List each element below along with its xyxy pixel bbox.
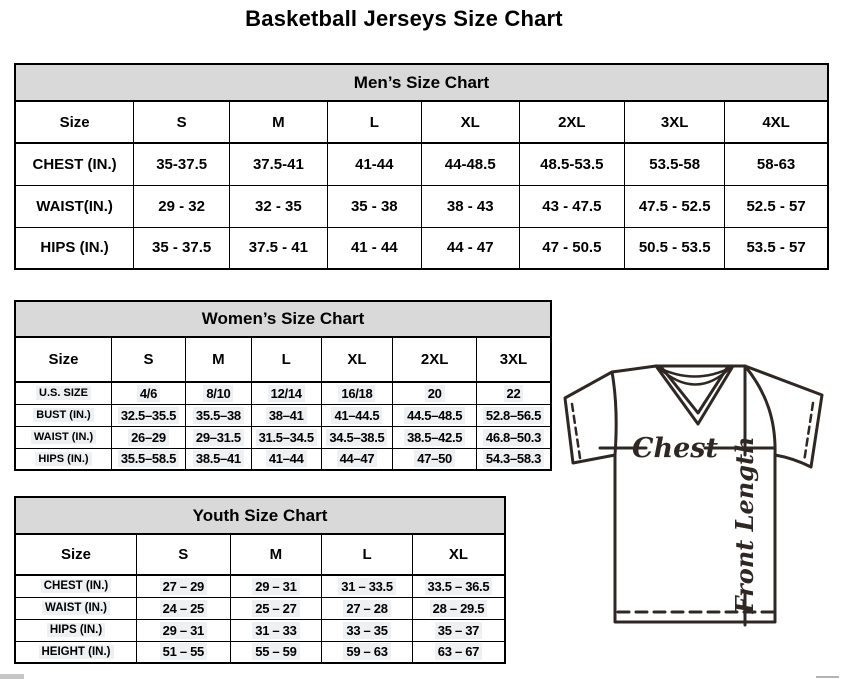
column-header: L bbox=[251, 337, 321, 382]
column-header: 2XL bbox=[519, 101, 625, 143]
size-cell: 37.5-41 bbox=[230, 143, 328, 185]
size-cell bbox=[476, 426, 551, 448]
size-cell bbox=[322, 597, 413, 619]
cell-text: 41–44 bbox=[266, 450, 307, 467]
row-label: WAIST(IN.) bbox=[15, 185, 134, 227]
table-row bbox=[15, 575, 505, 597]
cell-text: 33.5 – 36.5 bbox=[425, 578, 493, 595]
size-cell bbox=[393, 382, 477, 404]
scrollbar-thumb-left[interactable] bbox=[0, 674, 24, 679]
column-header: M bbox=[230, 101, 328, 143]
row-label bbox=[15, 404, 111, 426]
cell-text: 38.5–41 bbox=[193, 450, 244, 467]
column-header: S bbox=[111, 337, 185, 382]
column-header: Size bbox=[15, 337, 111, 382]
table-title: Men’s Size Chart bbox=[15, 64, 828, 101]
cell-text: 22 bbox=[504, 385, 524, 402]
size-cell: 32 - 35 bbox=[230, 185, 328, 227]
table-row bbox=[15, 227, 828, 269]
size-cell bbox=[111, 448, 185, 470]
size-cell bbox=[251, 426, 321, 448]
cell-text: 63 – 67 bbox=[435, 643, 482, 660]
table-row bbox=[15, 448, 551, 470]
cell-text: 38.5–42.5 bbox=[404, 429, 465, 446]
row-label bbox=[15, 426, 111, 448]
size-cell bbox=[393, 448, 477, 470]
size-cell bbox=[230, 597, 322, 619]
size-cell bbox=[111, 404, 185, 426]
cell-text: 26–29 bbox=[128, 429, 169, 446]
size-cell: 41 - 44 bbox=[327, 227, 421, 269]
jersey-measurement-diagram bbox=[555, 355, 843, 655]
size-cell bbox=[476, 448, 551, 470]
size-cell bbox=[412, 575, 505, 597]
cell-text: U.S. SIZE bbox=[36, 386, 91, 400]
table-row bbox=[15, 404, 551, 426]
column-header: Size bbox=[15, 534, 137, 575]
row-label bbox=[15, 448, 111, 470]
column-header: S bbox=[134, 101, 230, 143]
size-cell: 52.5 - 57 bbox=[725, 185, 828, 227]
size-cell bbox=[322, 619, 413, 641]
cell-text: 54.3–58.3 bbox=[483, 450, 544, 467]
table-row bbox=[15, 641, 505, 663]
size-cell: 50.5 - 53.5 bbox=[625, 227, 725, 269]
cell-text: 27 – 29 bbox=[160, 578, 207, 595]
cell-text: 8/10 bbox=[203, 385, 233, 402]
cell-text: 35.5–38 bbox=[193, 407, 244, 424]
cell-text: 29 – 31 bbox=[160, 622, 207, 639]
cell-text: HIPS (IN.) bbox=[47, 623, 105, 637]
row-label bbox=[15, 382, 111, 404]
size-cell bbox=[322, 641, 413, 663]
cell-text: 47–50 bbox=[414, 450, 455, 467]
column-header: L bbox=[327, 101, 421, 143]
womens-size-table bbox=[14, 300, 552, 471]
cell-text: WAIST (IN.) bbox=[31, 430, 96, 444]
cell-text: 29–31.5 bbox=[193, 429, 244, 446]
column-header: L bbox=[322, 534, 413, 575]
column-header: 4XL bbox=[725, 101, 828, 143]
size-cell: 35-37.5 bbox=[134, 143, 230, 185]
left-seam-line bbox=[612, 372, 616, 455]
scrollbar-thumb-right[interactable] bbox=[816, 676, 839, 678]
cell-text: 59 – 63 bbox=[343, 643, 390, 660]
size-cell bbox=[251, 404, 321, 426]
cell-text: 44.5–48.5 bbox=[404, 407, 465, 424]
size-cell bbox=[476, 404, 551, 426]
size-cell bbox=[230, 575, 322, 597]
size-cell: 47 - 50.5 bbox=[519, 227, 625, 269]
cell-text: 46.8–50.3 bbox=[483, 429, 544, 446]
size-cell bbox=[137, 619, 231, 641]
size-cell: 53.5 - 57 bbox=[725, 227, 828, 269]
size-cell bbox=[230, 641, 322, 663]
jersey-diagram-svg bbox=[555, 355, 843, 655]
table-row bbox=[15, 382, 551, 404]
table-title-row bbox=[15, 64, 828, 101]
cell-text: BUST (IN.) bbox=[33, 408, 93, 422]
row-label bbox=[15, 597, 137, 619]
row-label: HIPS (IN.) bbox=[15, 227, 134, 269]
size-cell bbox=[230, 619, 322, 641]
cell-text: HEIGHT (IN.) bbox=[39, 645, 114, 659]
cell-text: 38–41 bbox=[266, 407, 307, 424]
table-title-row bbox=[15, 497, 505, 534]
cell-text: 33 – 35 bbox=[343, 622, 390, 639]
youth-size-table bbox=[14, 496, 506, 664]
table-row bbox=[15, 426, 551, 448]
cell-text: 16/18 bbox=[338, 385, 375, 402]
size-cell bbox=[321, 404, 393, 426]
size-cell bbox=[111, 426, 185, 448]
size-cell bbox=[476, 382, 551, 404]
size-cell: 37.5 - 41 bbox=[230, 227, 328, 269]
column-header: S bbox=[137, 534, 231, 575]
column-header: 3XL bbox=[476, 337, 551, 382]
column-header: M bbox=[185, 337, 251, 382]
cell-text: 35 – 37 bbox=[435, 622, 482, 639]
size-cell bbox=[251, 382, 321, 404]
size-cell bbox=[393, 404, 477, 426]
table-row bbox=[15, 185, 828, 227]
size-cell bbox=[185, 382, 251, 404]
size-cell bbox=[321, 448, 393, 470]
size-cell: 48.5-53.5 bbox=[519, 143, 625, 185]
cell-text: 24 – 25 bbox=[160, 600, 207, 617]
front-length-label: Front Length bbox=[730, 436, 759, 614]
row-label bbox=[15, 619, 137, 641]
page-title: Basketball Jerseys Size Chart bbox=[245, 6, 563, 31]
size-cell bbox=[111, 382, 185, 404]
row-label: CHEST (IN.) bbox=[15, 143, 134, 185]
size-cell: 35 - 38 bbox=[327, 185, 421, 227]
cell-text: 20 bbox=[425, 385, 445, 402]
cell-text: 31.5–34.5 bbox=[256, 429, 317, 446]
size-cell: 41-44 bbox=[327, 143, 421, 185]
cell-text: HIPS (IN.) bbox=[35, 452, 91, 466]
mens-size-table bbox=[14, 63, 829, 270]
row-label bbox=[15, 575, 137, 597]
size-cell bbox=[393, 426, 477, 448]
size-cell bbox=[185, 404, 251, 426]
size-cell bbox=[321, 426, 393, 448]
table-row bbox=[15, 143, 828, 185]
table-title: Youth Size Chart bbox=[15, 497, 505, 534]
cell-text: CHEST (IN.) bbox=[41, 579, 112, 593]
cell-text: 25 – 27 bbox=[252, 600, 299, 617]
column-header: 2XL bbox=[393, 337, 477, 382]
cell-text: 31 – 33.5 bbox=[338, 578, 396, 595]
size-cell bbox=[185, 426, 251, 448]
cell-text: 41–44.5 bbox=[331, 407, 382, 424]
size-cell: 43 - 47.5 bbox=[519, 185, 625, 227]
left-cuff-dashed-line bbox=[572, 404, 580, 458]
size-cell: 29 - 32 bbox=[134, 185, 230, 227]
column-header: XL bbox=[421, 101, 519, 143]
column-header: Size bbox=[15, 101, 134, 143]
jersey-outline bbox=[565, 366, 822, 622]
cell-text: 52.8–56.5 bbox=[483, 407, 544, 424]
size-cell: 53.5-58 bbox=[625, 143, 725, 185]
table-row bbox=[15, 619, 505, 641]
size-cell bbox=[412, 597, 505, 619]
cell-text: 55 – 59 bbox=[252, 643, 299, 660]
size-cell: 44-48.5 bbox=[421, 143, 519, 185]
table-title-row bbox=[15, 301, 551, 337]
row-label bbox=[15, 641, 137, 663]
size-cell bbox=[137, 597, 231, 619]
cell-text: 34.5–38.5 bbox=[326, 429, 387, 446]
size-cell bbox=[137, 575, 231, 597]
size-cell bbox=[321, 382, 393, 404]
cell-text: 12/14 bbox=[268, 385, 305, 402]
size-cell: 47.5 - 52.5 bbox=[625, 185, 725, 227]
cell-text: 51 – 55 bbox=[160, 643, 207, 660]
cell-text: 32.5–35.5 bbox=[118, 407, 179, 424]
size-cell: 58-63 bbox=[725, 143, 828, 185]
size-cell bbox=[137, 641, 231, 663]
table-title: Women’s Size Chart bbox=[15, 301, 551, 337]
cell-text: WAIST (IN.) bbox=[42, 601, 110, 615]
table-header-row bbox=[15, 534, 505, 575]
column-header: M bbox=[230, 534, 322, 575]
cell-text: 31 – 33 bbox=[252, 622, 299, 639]
table-header-row bbox=[15, 337, 551, 382]
size-cell: 44 - 47 bbox=[421, 227, 519, 269]
size-cell: 35 - 37.5 bbox=[134, 227, 230, 269]
size-cell: 38 - 43 bbox=[421, 185, 519, 227]
cell-text: 4/6 bbox=[137, 385, 160, 402]
size-cell bbox=[322, 575, 413, 597]
table-row bbox=[15, 597, 505, 619]
column-header: XL bbox=[412, 534, 505, 575]
cell-text: 35.5–58.5 bbox=[118, 450, 179, 467]
cell-text: 28 – 29.5 bbox=[430, 600, 488, 617]
column-header: 3XL bbox=[625, 101, 725, 143]
cell-text: 27 – 28 bbox=[343, 600, 390, 617]
table-header-row bbox=[15, 101, 828, 143]
size-cell bbox=[251, 448, 321, 470]
cell-text: 29 – 31 bbox=[252, 578, 299, 595]
size-cell bbox=[185, 448, 251, 470]
size-cell bbox=[412, 619, 505, 641]
column-header: XL bbox=[321, 337, 393, 382]
cell-text: 44–47 bbox=[337, 450, 378, 467]
chest-label: Chest bbox=[632, 433, 718, 464]
size-cell bbox=[412, 641, 505, 663]
